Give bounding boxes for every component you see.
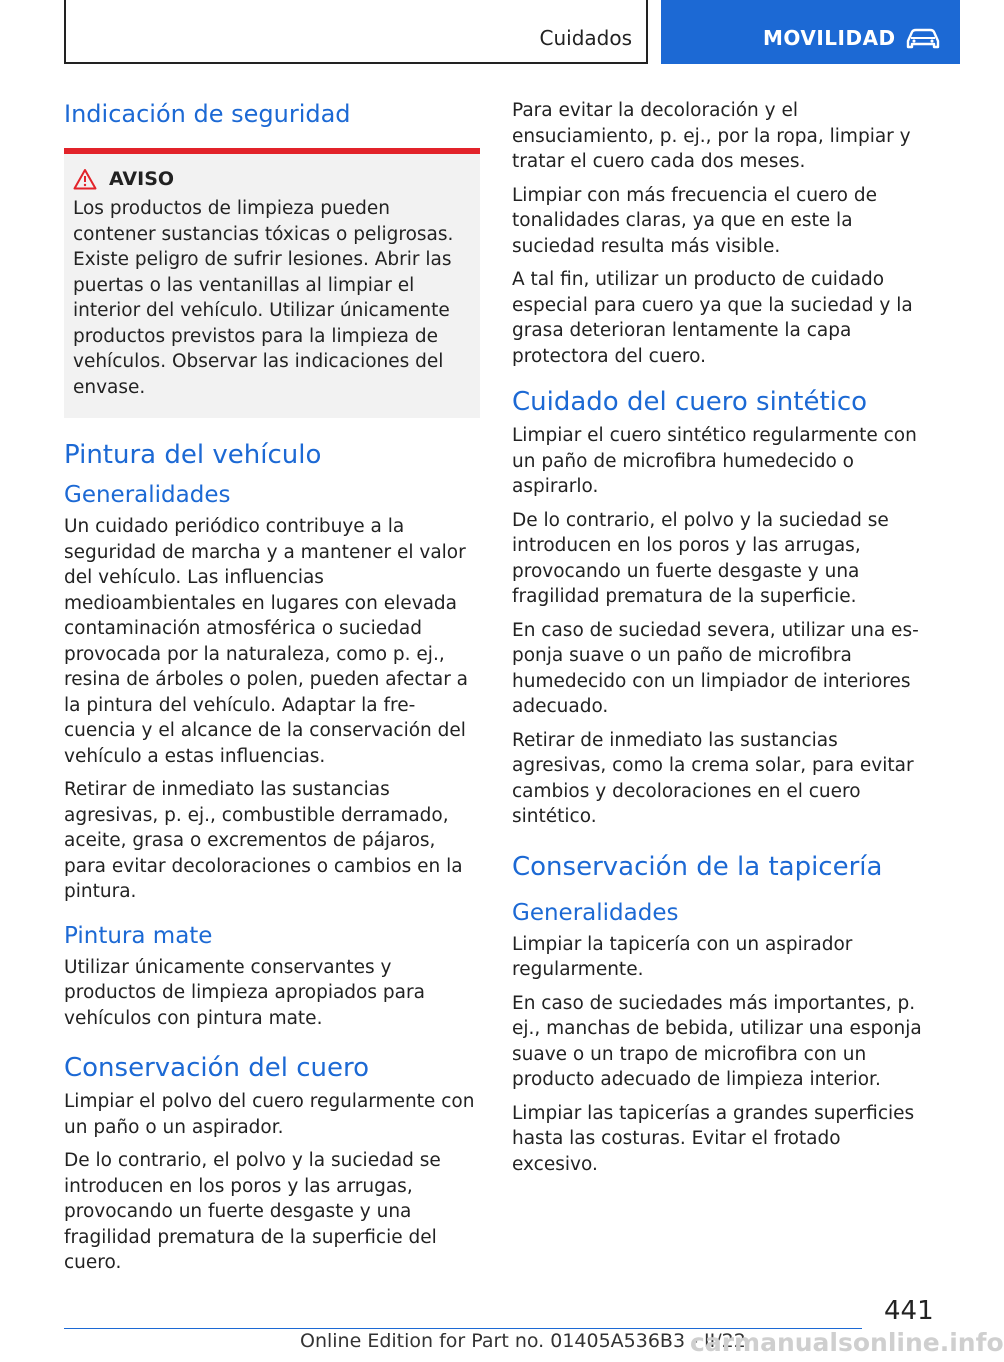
synthetic-paragraph-4: Retirar de inmediato las sustancias agresivas, como la crema solar, para evitar cambios y decoloraciones en el cuero sintético. bbox=[512, 729, 914, 827]
left-column bbox=[64, 96, 480, 1284]
paint-heading: Pintura del vehículo bbox=[64, 440, 322, 470]
chapter-tab bbox=[661, 0, 960, 64]
upholstery-paragraph-2: En caso de suciedades más importantes, p. ej., manchas de bebida, utilizar una esponja suave o un trapo de microfibra con un producto adecuado de limpieza interior. bbox=[512, 992, 922, 1090]
warning-header bbox=[73, 168, 470, 190]
leather-paragraph-5: A tal fin, utilizar un producto de cuidado especial para cuero ya que la suciedad y la grasa deterioran lentamente la capa protectora del cuero. bbox=[512, 269, 913, 367]
warning-triangle-icon bbox=[73, 168, 97, 190]
edition-text: Online Edition for Part no. 01405A536B3 - II/22 bbox=[300, 1330, 746, 1352]
right-column bbox=[512, 98, 928, 1185]
upholstery-heading: Conservación de la tapicería bbox=[512, 851, 883, 882]
leather-heading: Conservación del cuero bbox=[64, 1053, 370, 1083]
synthetic-heading: Cuidado del cuero sintético bbox=[512, 387, 868, 417]
car-icon bbox=[905, 28, 941, 50]
synthetic-paragraph-2: De lo contrario, el polvo y la suciedad se introducen en los poros y las arrugas, provocando un fuerte desgaste y una fragilidad prematura de la superficie. bbox=[512, 509, 889, 607]
matte-paragraph: Utilizar únicamente conservantes y productos de limpieza apropiados para vehículos con pintura mate. bbox=[64, 956, 425, 1029]
section-title: Cuidados bbox=[539, 26, 632, 50]
synthetic-paragraph-1: Limpiar el cuero sintético regularmente con un paño de microfibra humedecido o aspirarlo. bbox=[512, 425, 917, 497]
chapter-title: MOVILIDAD bbox=[763, 26, 896, 50]
leather-paragraph-3: Para evitar la decoloración y el ensuciamiento, p. ej., por la ropa, limpiar y tratar el cuero cada dos meses. bbox=[512, 100, 911, 172]
header-section-box bbox=[64, 0, 648, 64]
upholstery-paragraph-1: Limpiar la tapicería con un aspirador regularmente. bbox=[512, 933, 853, 980]
leather-paragraph-1: Limpiar el polvo del cuero regularmente con un paño o un aspirador. bbox=[64, 1091, 475, 1138]
leather-paragraph-4: Limpiar con más frecuencia el cuero de tonalidades claras, ya que en este la suciedad resulta más visible. bbox=[512, 184, 877, 257]
warning-box bbox=[64, 154, 480, 418]
general-paragraph-2: Retirar de inmediato las sustancias agresivas, p. ej., combustible derramado, aceite, grasa o excrementos de pájaros, para evitar decoloraciones o cambios en la pintura. bbox=[64, 779, 463, 902]
leather-paragraph-2: De lo contrario, el polvo y la suciedad se introducen en los poros y las arrugas, provocando un fuerte desgaste y una fragilidad prematura de la superficie del cuero. bbox=[64, 1150, 441, 1273]
matte-heading: Pintura mate bbox=[64, 922, 213, 949]
watermark: carmanualsonline.info bbox=[690, 1328, 1004, 1357]
general-paragraph-1: Un cuidado periódico contribuye a la seguridad de marcha y a mantener el valor del vehículo. Las influencias medioambientales en lugares con elevada contaminación atmosférica o suciedad provocada por la naturaleza, como p. ej., resina de árboles o polen, pueden afectar a la pintura del vehículo. Adaptar la frecuencia y el alcance de la conservación del vehículo a estas influencias. bbox=[64, 516, 469, 767]
synthetic-paragraph-3: En caso de suciedad severa, utilizar una esponja suave o un paño de microfibra humedecido con un limpiador de interiores adecuado. bbox=[512, 619, 919, 717]
upholstery-general-heading: Generalidades bbox=[512, 899, 679, 926]
page-number: 441 bbox=[884, 1296, 934, 1326]
warning-title: AVISO bbox=[109, 168, 175, 190]
safety-heading: Indicación de seguridad bbox=[64, 100, 351, 128]
upholstery-paragraph-3: Limpiar las tapicerías a grandes superficies hasta las costuras. Evitar el frotado excesivo. bbox=[512, 1102, 915, 1175]
warning-text: Los productos de limpieza pueden contener sustancias tóxicas o peligrosas. Existe peligro de sufrir lesiones. Abrir las puertas o las ventanillas al limpiar el interior del vehículo. Utilizar únicamente productos previstos para la limpieza de vehículos. Observar las indicaciones del envase. bbox=[73, 198, 454, 398]
general-heading: Generalidades bbox=[64, 482, 231, 508]
